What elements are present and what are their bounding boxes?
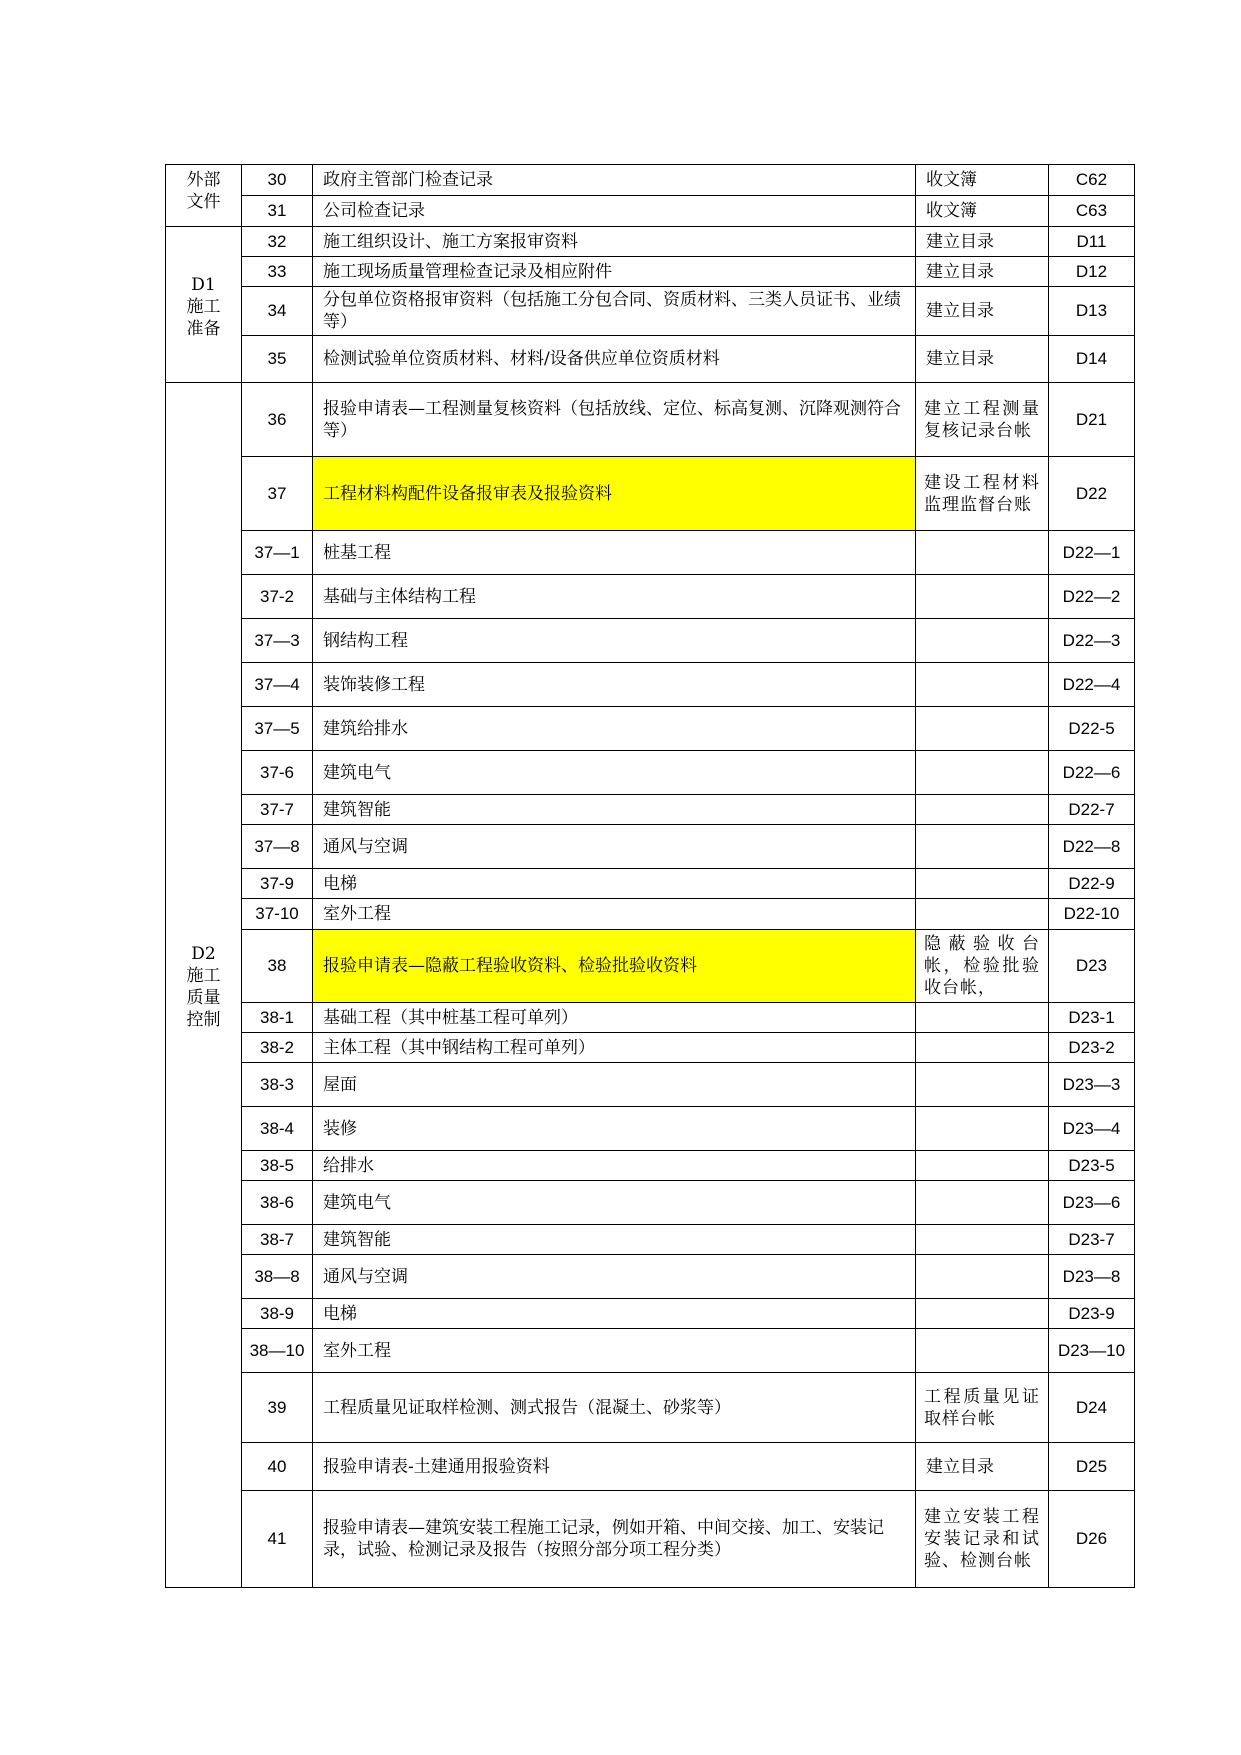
code-cell: D22—6 [1049,751,1135,795]
code-cell: D22-7 [1049,795,1135,825]
ledger-cell [916,663,1049,707]
code-cell: D23-2 [1049,1033,1135,1063]
table-row [166,383,1135,457]
item-name: 建筑智能 [313,795,916,825]
ledger-cell: 隐蔽验收台帐，检验批验收台帐， [916,930,1049,1003]
item-name: 施工组织设计、施工方案报审资料 [313,227,916,257]
code-cell: D22 [1049,457,1135,531]
table-row [166,619,1135,663]
item-name: 检测试验单位资质材料、材料/设备供应单位资质材料 [313,336,916,383]
table-row [166,663,1135,707]
row-number: 38—8 [242,1255,313,1299]
ledger-cell [916,1181,1049,1225]
ledger-cell [916,1151,1049,1181]
table-row [166,869,1135,899]
item-name: 施工现场质量管理检查记录及相应附件 [313,257,916,287]
item-name: 基础与主体结构工程 [313,575,916,619]
item-name: 装饰装修工程 [313,663,916,707]
code-cell: D23-5 [1049,1151,1135,1181]
row-number: 37 [242,457,313,531]
item-name: 基础工程（其中桩基工程可单列） [313,1003,916,1033]
table-row [166,751,1135,795]
table-row [166,287,1135,336]
table-row [166,1151,1135,1181]
code-cell: D22—8 [1049,825,1135,869]
row-number: 35 [242,336,313,383]
table-row [166,165,1135,196]
row-number: 38—10 [242,1329,313,1373]
code-cell: D23-7 [1049,1225,1135,1255]
code-cell: D22—2 [1049,575,1135,619]
item-name: 主体工程（其中钢结构工程可单列） [313,1033,916,1063]
code-cell: D22-5 [1049,707,1135,751]
ledger-cell [916,1255,1049,1299]
table-row [166,531,1135,575]
code-cell: D23-1 [1049,1003,1135,1033]
item-name: 报验申请表—建筑安装工程施工记录，例如开箱、中间交接、加工、安装记录，试验、检测记录及报告（按照分部分项工程分类） [313,1491,916,1588]
row-number: 37-10 [242,899,313,930]
row-number: 30 [242,165,313,196]
code-cell: D22—3 [1049,619,1135,663]
code-cell: D25 [1049,1443,1135,1491]
group-label: D1 施工 准备 [166,227,242,383]
item-name: 通风与空调 [313,1255,916,1299]
row-number: 37-2 [242,575,313,619]
code-cell: D23 [1049,930,1135,1003]
row-number: 38-3 [242,1063,313,1107]
row-number: 31 [242,196,313,227]
row-number: 32 [242,227,313,257]
ledger-cell [916,869,1049,899]
row-number: 38-7 [242,1225,313,1255]
group-label: 外部 文件 [166,165,242,227]
code-cell: D23—4 [1049,1107,1135,1151]
ledger-cell [916,1063,1049,1107]
code-cell: D24 [1049,1373,1135,1443]
table-row [166,930,1135,1003]
ledger-cell: 建立目录 [916,227,1049,257]
ledger-cell [916,1003,1049,1033]
row-number: 37—1 [242,531,313,575]
ledger-cell: 建立安装工程安装记录和试验、检测台帐 [916,1491,1049,1588]
item-name: 钢结构工程 [313,619,916,663]
item-name: 电梯 [313,869,916,899]
item-name: 建筑给排水 [313,707,916,751]
table-row [166,707,1135,751]
table-row [166,336,1135,383]
group-label: D2 施工 质量 控制 [166,383,242,1588]
document-table [165,164,1135,1588]
ledger-cell: 建立目录 [916,257,1049,287]
code-cell: D22—1 [1049,531,1135,575]
ledger-cell: 建立目录 [916,287,1049,336]
code-cell: D26 [1049,1491,1135,1588]
ledger-cell: 工程质量见证取样台帐 [916,1373,1049,1443]
row-number: 38-4 [242,1107,313,1151]
row-number: 41 [242,1491,313,1588]
table-row [166,1443,1135,1491]
ledger-cell: 建立目录 [916,1443,1049,1491]
item-name: 报验申请表-土建通用报验资料 [313,1443,916,1491]
row-number: 36 [242,383,313,457]
item-name: 通风与空调 [313,825,916,869]
row-number: 37-7 [242,795,313,825]
item-name-highlighted: 工程材料构配件设备报审表及报验资料 [313,457,916,531]
table-row [166,1255,1135,1299]
ledger-cell [916,1225,1049,1255]
ledger-cell: 建立目录 [916,336,1049,383]
code-cell: D21 [1049,383,1135,457]
code-cell: D23-9 [1049,1299,1135,1329]
table-row [166,1225,1135,1255]
table-row [166,1491,1135,1588]
ledger-cell: 建立工程测量复核记录台帐 [916,383,1049,457]
item-name: 桩基工程 [313,531,916,575]
table-row [166,825,1135,869]
code-cell: D23—8 [1049,1255,1135,1299]
ledger-cell [916,619,1049,663]
item-name: 装修 [313,1107,916,1151]
ledger-cell [916,1033,1049,1063]
ledger-cell [916,899,1049,930]
row-number: 39 [242,1373,313,1443]
item-name: 建筑电气 [313,751,916,795]
row-number: 38-9 [242,1299,313,1329]
table-row [166,899,1135,930]
table-row [166,1329,1135,1373]
code-cell: C62 [1049,165,1135,196]
row-number: 38-2 [242,1033,313,1063]
table-row [166,1003,1135,1033]
item-name: 建筑电气 [313,1181,916,1225]
row-number: 37-9 [242,869,313,899]
table-row [166,257,1135,287]
table-row [166,1033,1135,1063]
ledger-cell [916,795,1049,825]
item-name-highlighted: 报验申请表—隐蔽工程验收资料、检验批验收资料 [313,930,916,1003]
item-name: 电梯 [313,1299,916,1329]
item-name: 屋面 [313,1063,916,1107]
row-number: 38-5 [242,1151,313,1181]
code-cell: D23—6 [1049,1181,1135,1225]
table-row [166,575,1135,619]
ledger-cell [916,707,1049,751]
code-cell: D23—3 [1049,1063,1135,1107]
code-cell: C63 [1049,196,1135,227]
table-row [166,1299,1135,1329]
item-name: 建筑智能 [313,1225,916,1255]
ledger-cell [916,1329,1049,1373]
ledger-cell: 收文簿 [916,196,1049,227]
row-number: 33 [242,257,313,287]
item-name: 公司检查记录 [313,196,916,227]
code-cell: D12 [1049,257,1135,287]
table-row [166,1107,1135,1151]
code-cell: D22-10 [1049,899,1135,930]
item-name: 分包单位资格报审资料（包括施工分包合同、资质材料、三类人员证书、业绩等） [313,287,916,336]
item-name: 政府主管部门检查记录 [313,165,916,196]
ledger-cell [916,531,1049,575]
ledger-cell [916,1299,1049,1329]
row-number: 38-6 [242,1181,313,1225]
table-row [166,795,1135,825]
code-cell: D11 [1049,227,1135,257]
row-number: 37—3 [242,619,313,663]
table-row [166,196,1135,227]
code-cell: D22—4 [1049,663,1135,707]
item-name: 报验申请表—工程测量复核资料（包括放线、定位、标高复测、沉降观测符合等） [313,383,916,457]
item-name: 给排水 [313,1151,916,1181]
table-row [166,457,1135,531]
item-name: 室外工程 [313,1329,916,1373]
code-cell: D23—10 [1049,1329,1135,1373]
code-cell: D14 [1049,336,1135,383]
row-number: 40 [242,1443,313,1491]
ledger-cell: 收文簿 [916,165,1049,196]
ledger-cell [916,575,1049,619]
table-row [166,1063,1135,1107]
ledger-cell [916,751,1049,795]
row-number: 38 [242,930,313,1003]
item-name: 室外工程 [313,899,916,930]
code-cell: D22-9 [1049,869,1135,899]
ledger-cell [916,825,1049,869]
ledger-cell: 建设工程材料监理监督台账 [916,457,1049,531]
table-row [166,1181,1135,1225]
row-number: 37-6 [242,751,313,795]
code-cell: D13 [1049,287,1135,336]
table-row [166,227,1135,257]
row-number: 37—4 [242,663,313,707]
table-row [166,1373,1135,1443]
ledger-cell [916,1107,1049,1151]
item-name: 工程质量见证取样检测、测式报告（混凝土、砂浆等） [313,1373,916,1443]
row-number: 38-1 [242,1003,313,1033]
row-number: 37—5 [242,707,313,751]
row-number: 37—8 [242,825,313,869]
row-number: 34 [242,287,313,336]
